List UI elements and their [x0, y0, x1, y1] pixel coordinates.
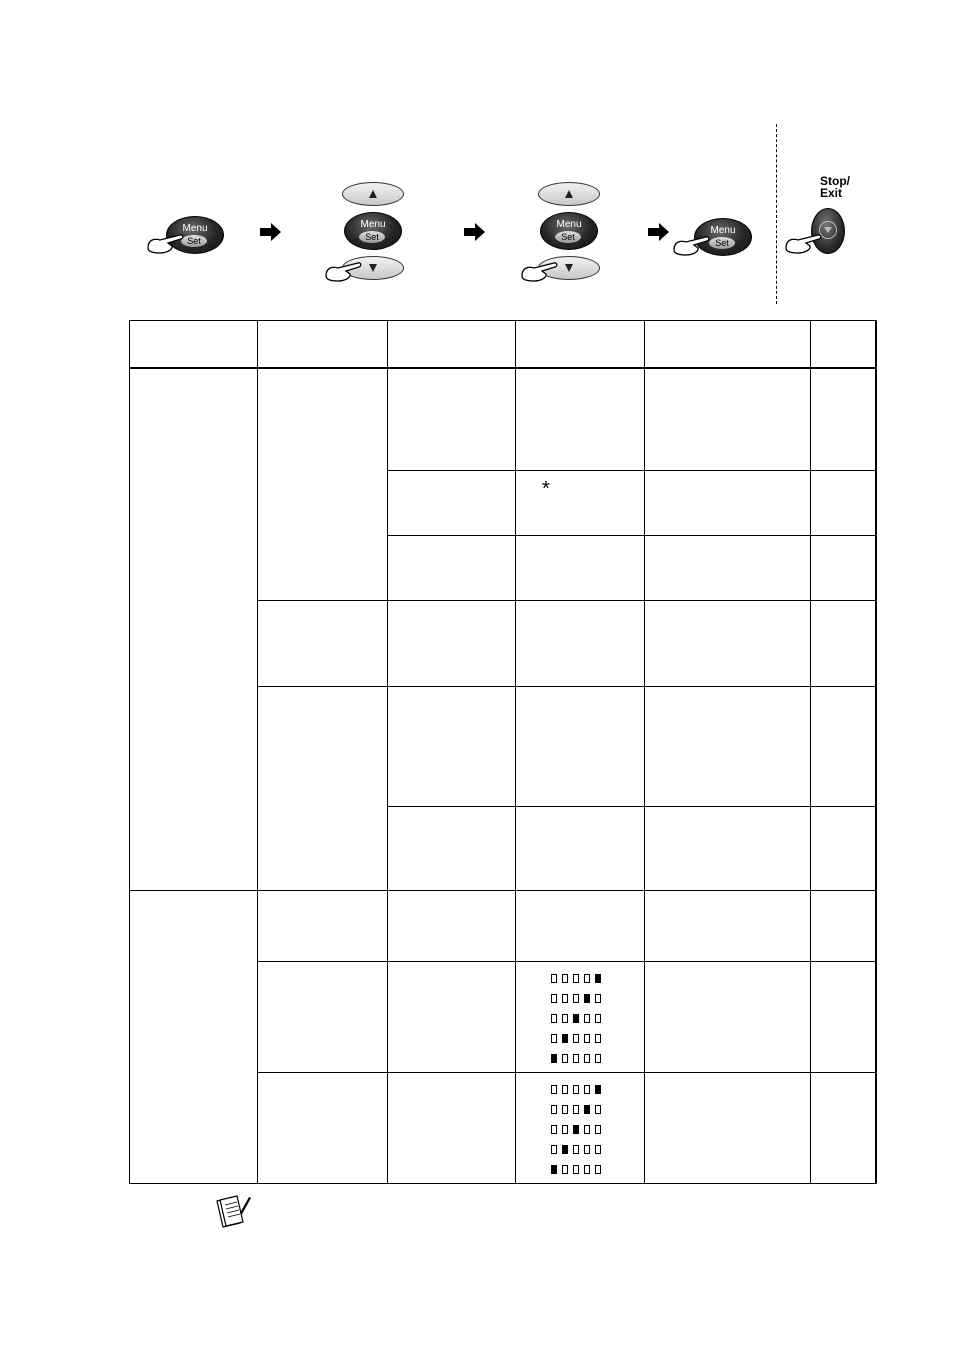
stop-exit-label	[820, 175, 850, 199]
empty-square-icon	[573, 1145, 579, 1154]
row-divider	[387, 470, 877, 471]
empty-square-icon	[584, 1165, 590, 1174]
empty-square-icon	[595, 1165, 601, 1174]
pointing-hand-icon	[520, 254, 560, 284]
empty-square-icon	[573, 1165, 579, 1174]
menu-set-key-step4	[672, 216, 754, 258]
pointing-hand-icon	[324, 254, 364, 284]
empty-square-icon	[584, 1034, 590, 1043]
empty-square-icon	[562, 1125, 568, 1134]
empty-square-icon	[562, 1054, 568, 1063]
column-divider	[387, 320, 388, 1184]
empty-square-icon	[573, 994, 579, 1003]
menu-set-button[interactable]	[540, 212, 598, 250]
pointing-hand-icon	[784, 226, 824, 256]
empty-square-icon	[584, 1054, 590, 1063]
scale-row	[551, 1145, 606, 1165]
empty-square-icon	[595, 1014, 601, 1023]
navigation-keys-step3	[518, 180, 602, 284]
row-divider	[257, 600, 877, 601]
row-divider	[387, 806, 877, 807]
row-divider	[257, 961, 877, 962]
down-arrow-icon	[565, 264, 573, 272]
filled-square-icon	[584, 994, 590, 1003]
empty-square-icon	[595, 1145, 601, 1154]
empty-square-icon	[595, 1105, 601, 1114]
menu-set-key-step1	[146, 214, 228, 256]
right-arrow-icon	[260, 223, 282, 241]
empty-square-icon	[551, 1085, 557, 1094]
empty-square-icon	[573, 1034, 579, 1043]
empty-square-icon	[551, 974, 557, 983]
empty-square-icon	[595, 1034, 601, 1043]
down-arrow-icon	[369, 264, 377, 272]
empty-square-icon	[595, 994, 601, 1003]
column-divider	[810, 320, 811, 1184]
stop-label-line2: Exit	[820, 186, 843, 200]
filled-square-icon	[562, 1034, 568, 1043]
level-scale	[551, 974, 606, 1074]
filled-square-icon	[573, 1014, 579, 1023]
row-divider	[257, 686, 877, 687]
filled-square-icon	[595, 974, 601, 983]
pointing-hand-icon	[146, 226, 186, 256]
empty-square-icon	[584, 1145, 590, 1154]
menu-label: Menu	[556, 219, 582, 230]
scale-row	[551, 1034, 606, 1054]
empty-square-icon	[562, 1085, 568, 1094]
row-divider	[387, 535, 877, 536]
scale-row	[551, 1105, 606, 1125]
menu-label: Menu	[182, 223, 208, 234]
divider	[776, 124, 777, 304]
empty-square-icon	[562, 1014, 568, 1023]
empty-square-icon	[562, 1105, 568, 1114]
default-setting-marker: *	[542, 478, 550, 500]
table-border	[129, 320, 877, 1184]
empty-square-icon	[573, 1054, 579, 1063]
scale-row	[551, 1014, 606, 1034]
empty-square-icon	[551, 1105, 557, 1114]
menu-label: Menu	[360, 219, 386, 230]
stop-label-line1: Stop/	[820, 174, 850, 188]
navigation-keys-step2	[322, 180, 406, 284]
filled-square-icon	[551, 1165, 557, 1174]
empty-square-icon	[595, 1054, 601, 1063]
empty-square-icon	[584, 1125, 590, 1134]
filled-square-icon	[584, 1105, 590, 1114]
up-arrow-icon	[565, 190, 573, 198]
column-divider	[644, 320, 645, 1184]
empty-square-icon	[584, 1014, 590, 1023]
set-label: Set	[555, 231, 581, 243]
empty-square-icon	[551, 1034, 557, 1043]
header-divider	[129, 367, 877, 369]
empty-square-icon	[573, 974, 579, 983]
scale-row	[551, 1165, 606, 1185]
up-arrow-button[interactable]	[538, 182, 600, 206]
up-arrow-button[interactable]	[342, 182, 404, 206]
empty-square-icon	[551, 994, 557, 1003]
menu-label: Menu	[710, 225, 736, 236]
right-arrow-icon	[648, 223, 670, 241]
level-scale	[551, 1085, 606, 1185]
empty-square-icon	[551, 1145, 557, 1154]
pointing-hand-icon	[672, 228, 712, 258]
empty-square-icon	[551, 1125, 557, 1134]
scale-row	[551, 974, 606, 994]
group-divider	[129, 890, 877, 891]
column-divider	[257, 320, 258, 1184]
empty-square-icon	[584, 1085, 590, 1094]
empty-square-icon	[595, 1125, 601, 1134]
set-label: Set	[709, 237, 735, 249]
set-label: Set	[359, 231, 385, 243]
set-label: Set	[181, 235, 207, 247]
scale-row	[551, 1054, 606, 1074]
empty-square-icon	[573, 1085, 579, 1094]
filled-square-icon	[573, 1125, 579, 1134]
scale-row	[551, 1125, 606, 1145]
menu-set-button[interactable]	[344, 212, 402, 250]
right-arrow-icon	[464, 223, 486, 241]
note-pad-icon	[214, 1193, 252, 1231]
up-arrow-icon	[369, 190, 377, 198]
scale-row	[551, 1085, 606, 1105]
scale-row	[551, 994, 606, 1014]
empty-square-icon	[584, 974, 590, 983]
filled-square-icon	[595, 1085, 601, 1094]
column-divider	[515, 320, 516, 1184]
empty-square-icon	[573, 1105, 579, 1114]
filled-square-icon	[551, 1054, 557, 1063]
filled-square-icon	[562, 1145, 568, 1154]
empty-square-icon	[562, 974, 568, 983]
empty-square-icon	[562, 994, 568, 1003]
empty-square-icon	[562, 1165, 568, 1174]
empty-square-icon	[551, 1014, 557, 1023]
